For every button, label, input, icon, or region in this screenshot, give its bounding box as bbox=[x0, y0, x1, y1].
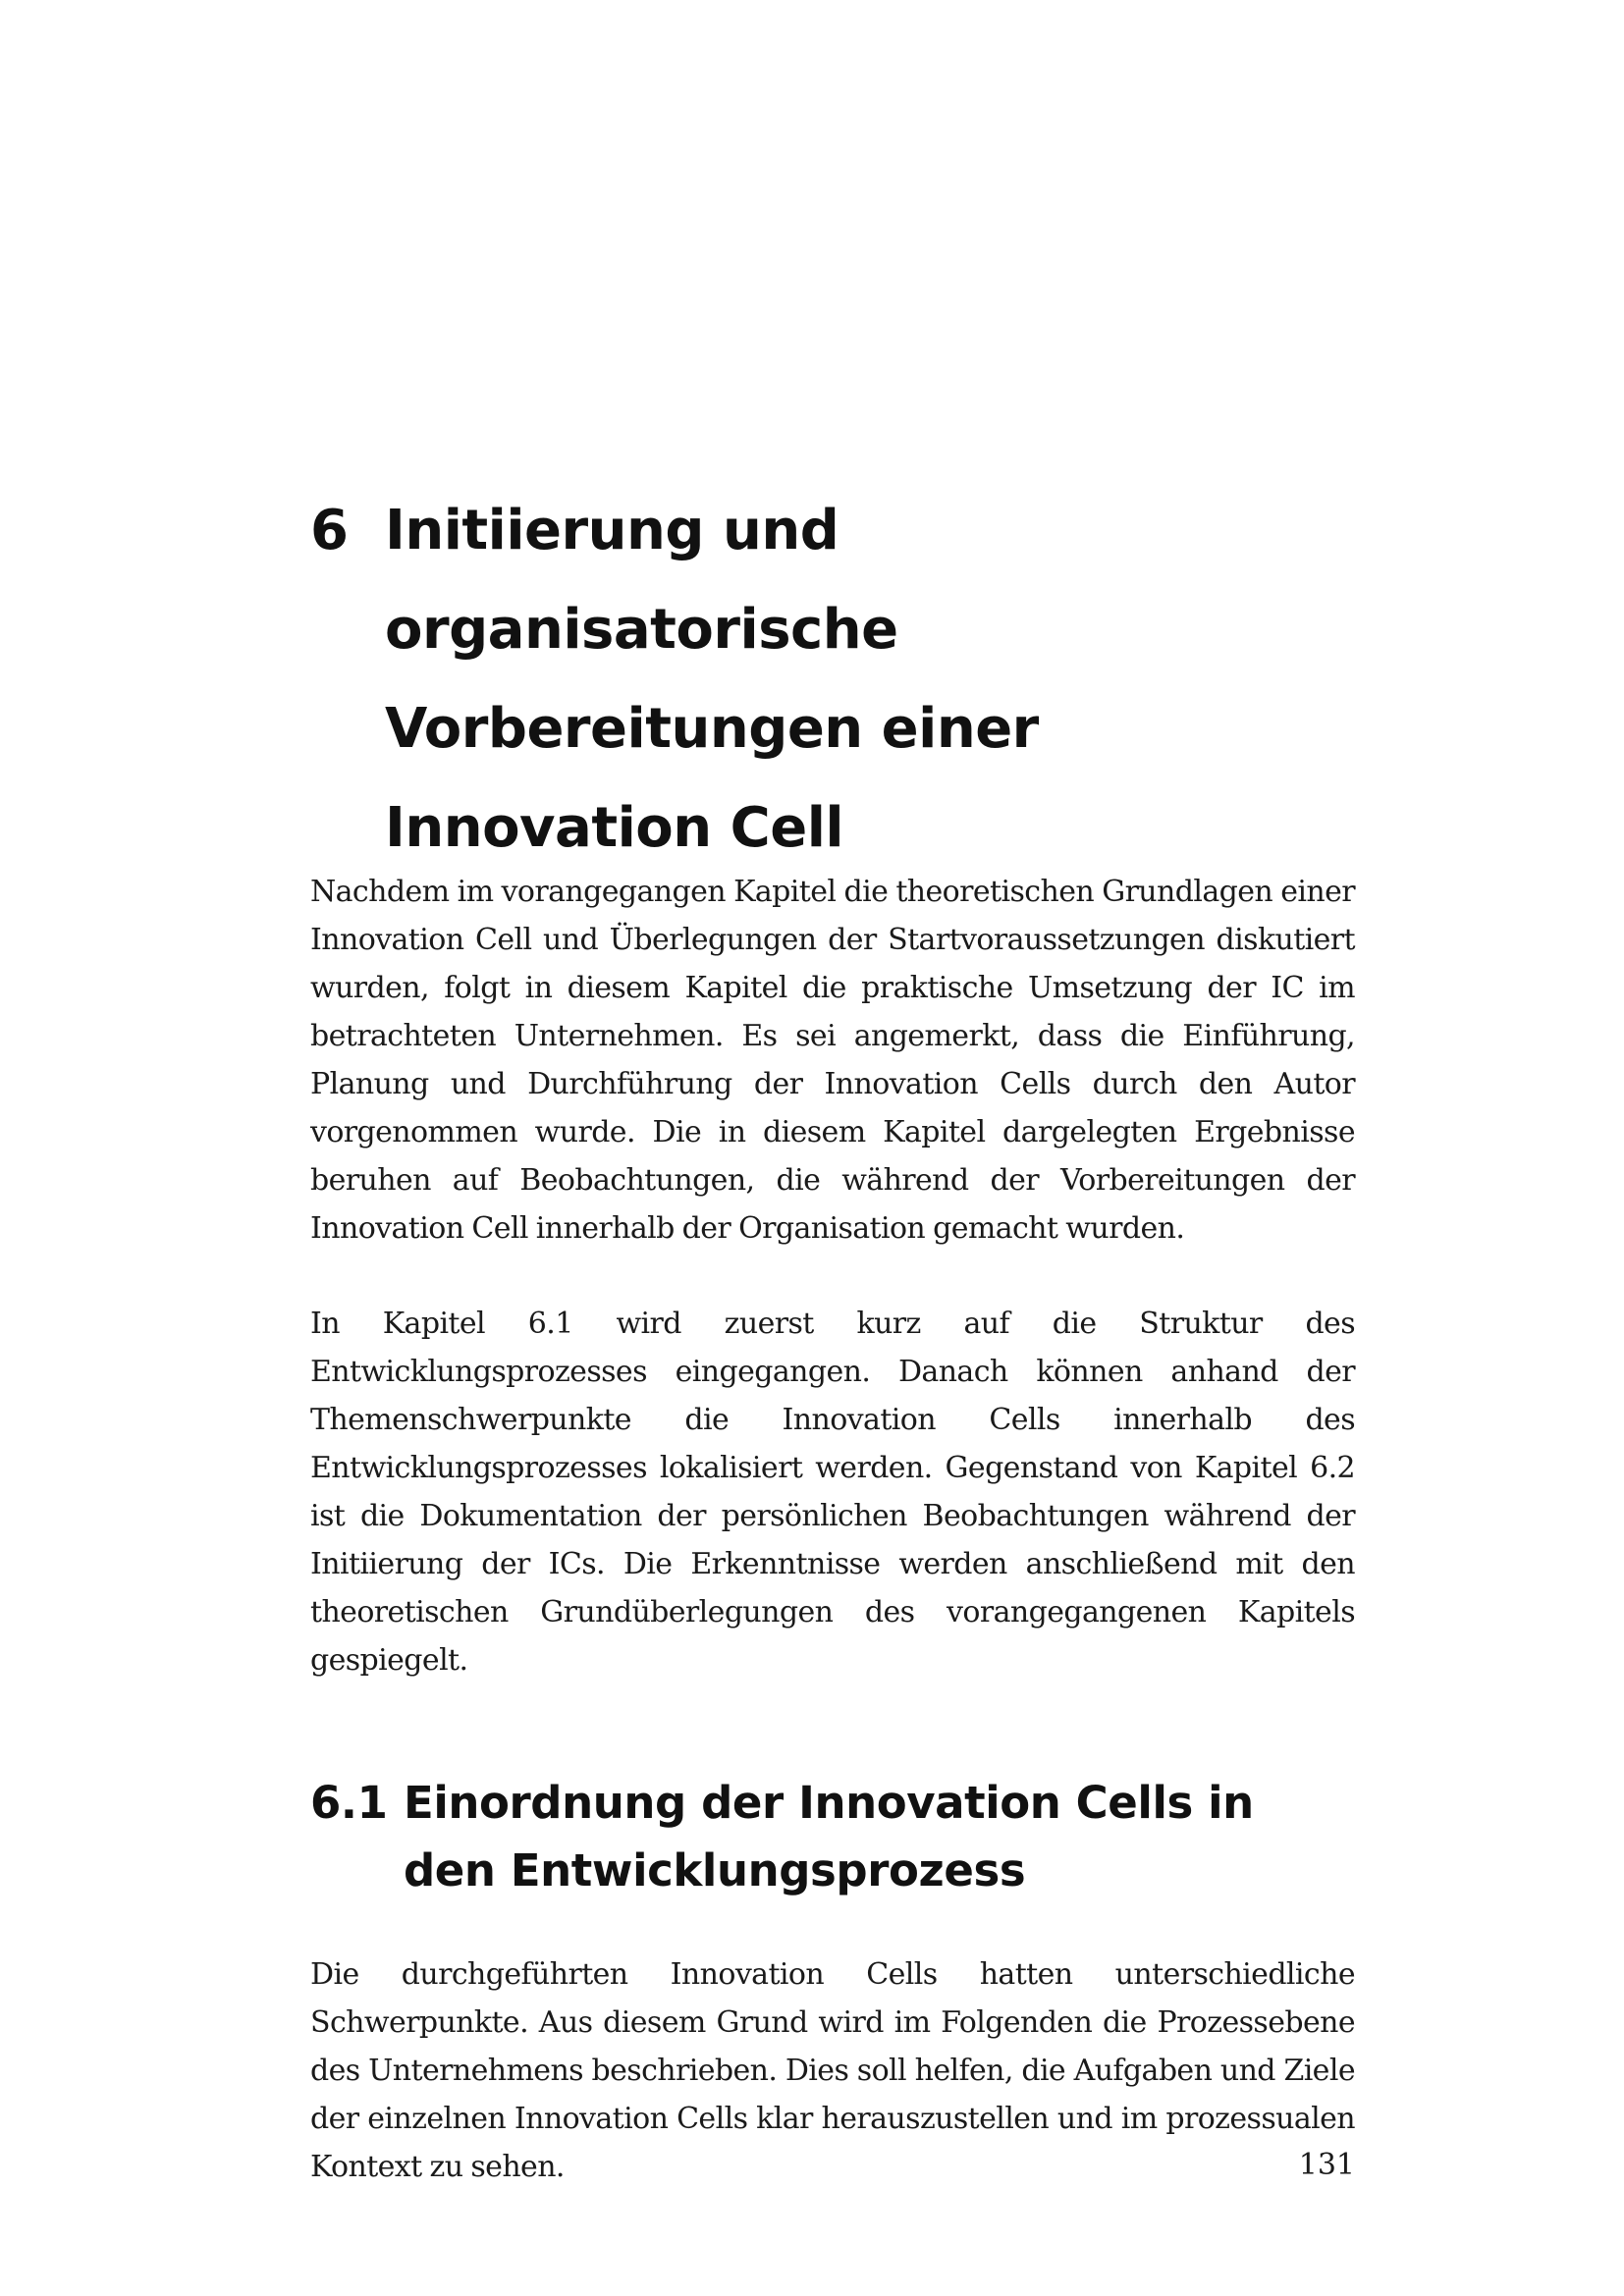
section-number: 6.1 bbox=[310, 1777, 388, 1830]
section-paragraph: Die durchgeführten Innovation Cells hatten unterschiedliche Schwerpunkte. Aus diesem Grund wird im Folgenden die Prozessebene des Unternehmens beschrieben. Dies soll helfen, die Aufgaben und Ziele der einzelnen Innovation Cells klar herauszustellen und im prozessualen Kontext zu sehen. bbox=[310, 1957, 1355, 2184]
section-heading bbox=[310, 1769, 1355, 1904]
chapter-number: 6 bbox=[310, 498, 349, 562]
section-title: Einordnung der Innovation Cells in den Entwicklungsprozess bbox=[404, 1777, 1254, 1897]
intro-paragraph-2: In Kapitel 6.1 wird zuerst kurz auf die Struktur des Entwicklungsprozesses eingegangen. Danach können anhand der Themenschwerpunkte die Innovation Cells innerhalb des Entwicklungsprozesses lokalisiert werden. Gegenstand von Kapitel 6.2 ist die Dokumentation der persönlichen Beobachtungen während der Initiierung der ICs. Die Erkenntnisse werden anschließend mit den theoretischen Grundüberlegungen des vorangegangenen Kapitels gespiegelt. bbox=[310, 1307, 1355, 1678]
page-number: 131 bbox=[1298, 2148, 1355, 2182]
document-page bbox=[310, 0, 1355, 2296]
chapter-title: Initiierung und organisatorische Vorbereitungen einer Innovation Cell bbox=[385, 498, 1039, 860]
intro-paragraph-1: Nachdem im vorangegangen Kapitel die theoretischen Grundlagen einer Innovation Cell und Überlegungen der Startvoraussetzungen diskutiert wurden, folgt in diesem Kapitel die praktische Umsetzung der IC im betrachteten Unternehmen. Es sei angemerkt, dass die Einführung, Planung und Durchführung der Innovation Cells durch den Autor vorgenommen wurde. Die in diesem Kapitel dargelegten Ergebnisse beruhen auf Beobachtungen, die während der Vorbereitungen der Innovation Cell innerhalb der Organisation gemacht wurden. bbox=[310, 875, 1355, 1246]
chapter-heading bbox=[310, 481, 1355, 878]
